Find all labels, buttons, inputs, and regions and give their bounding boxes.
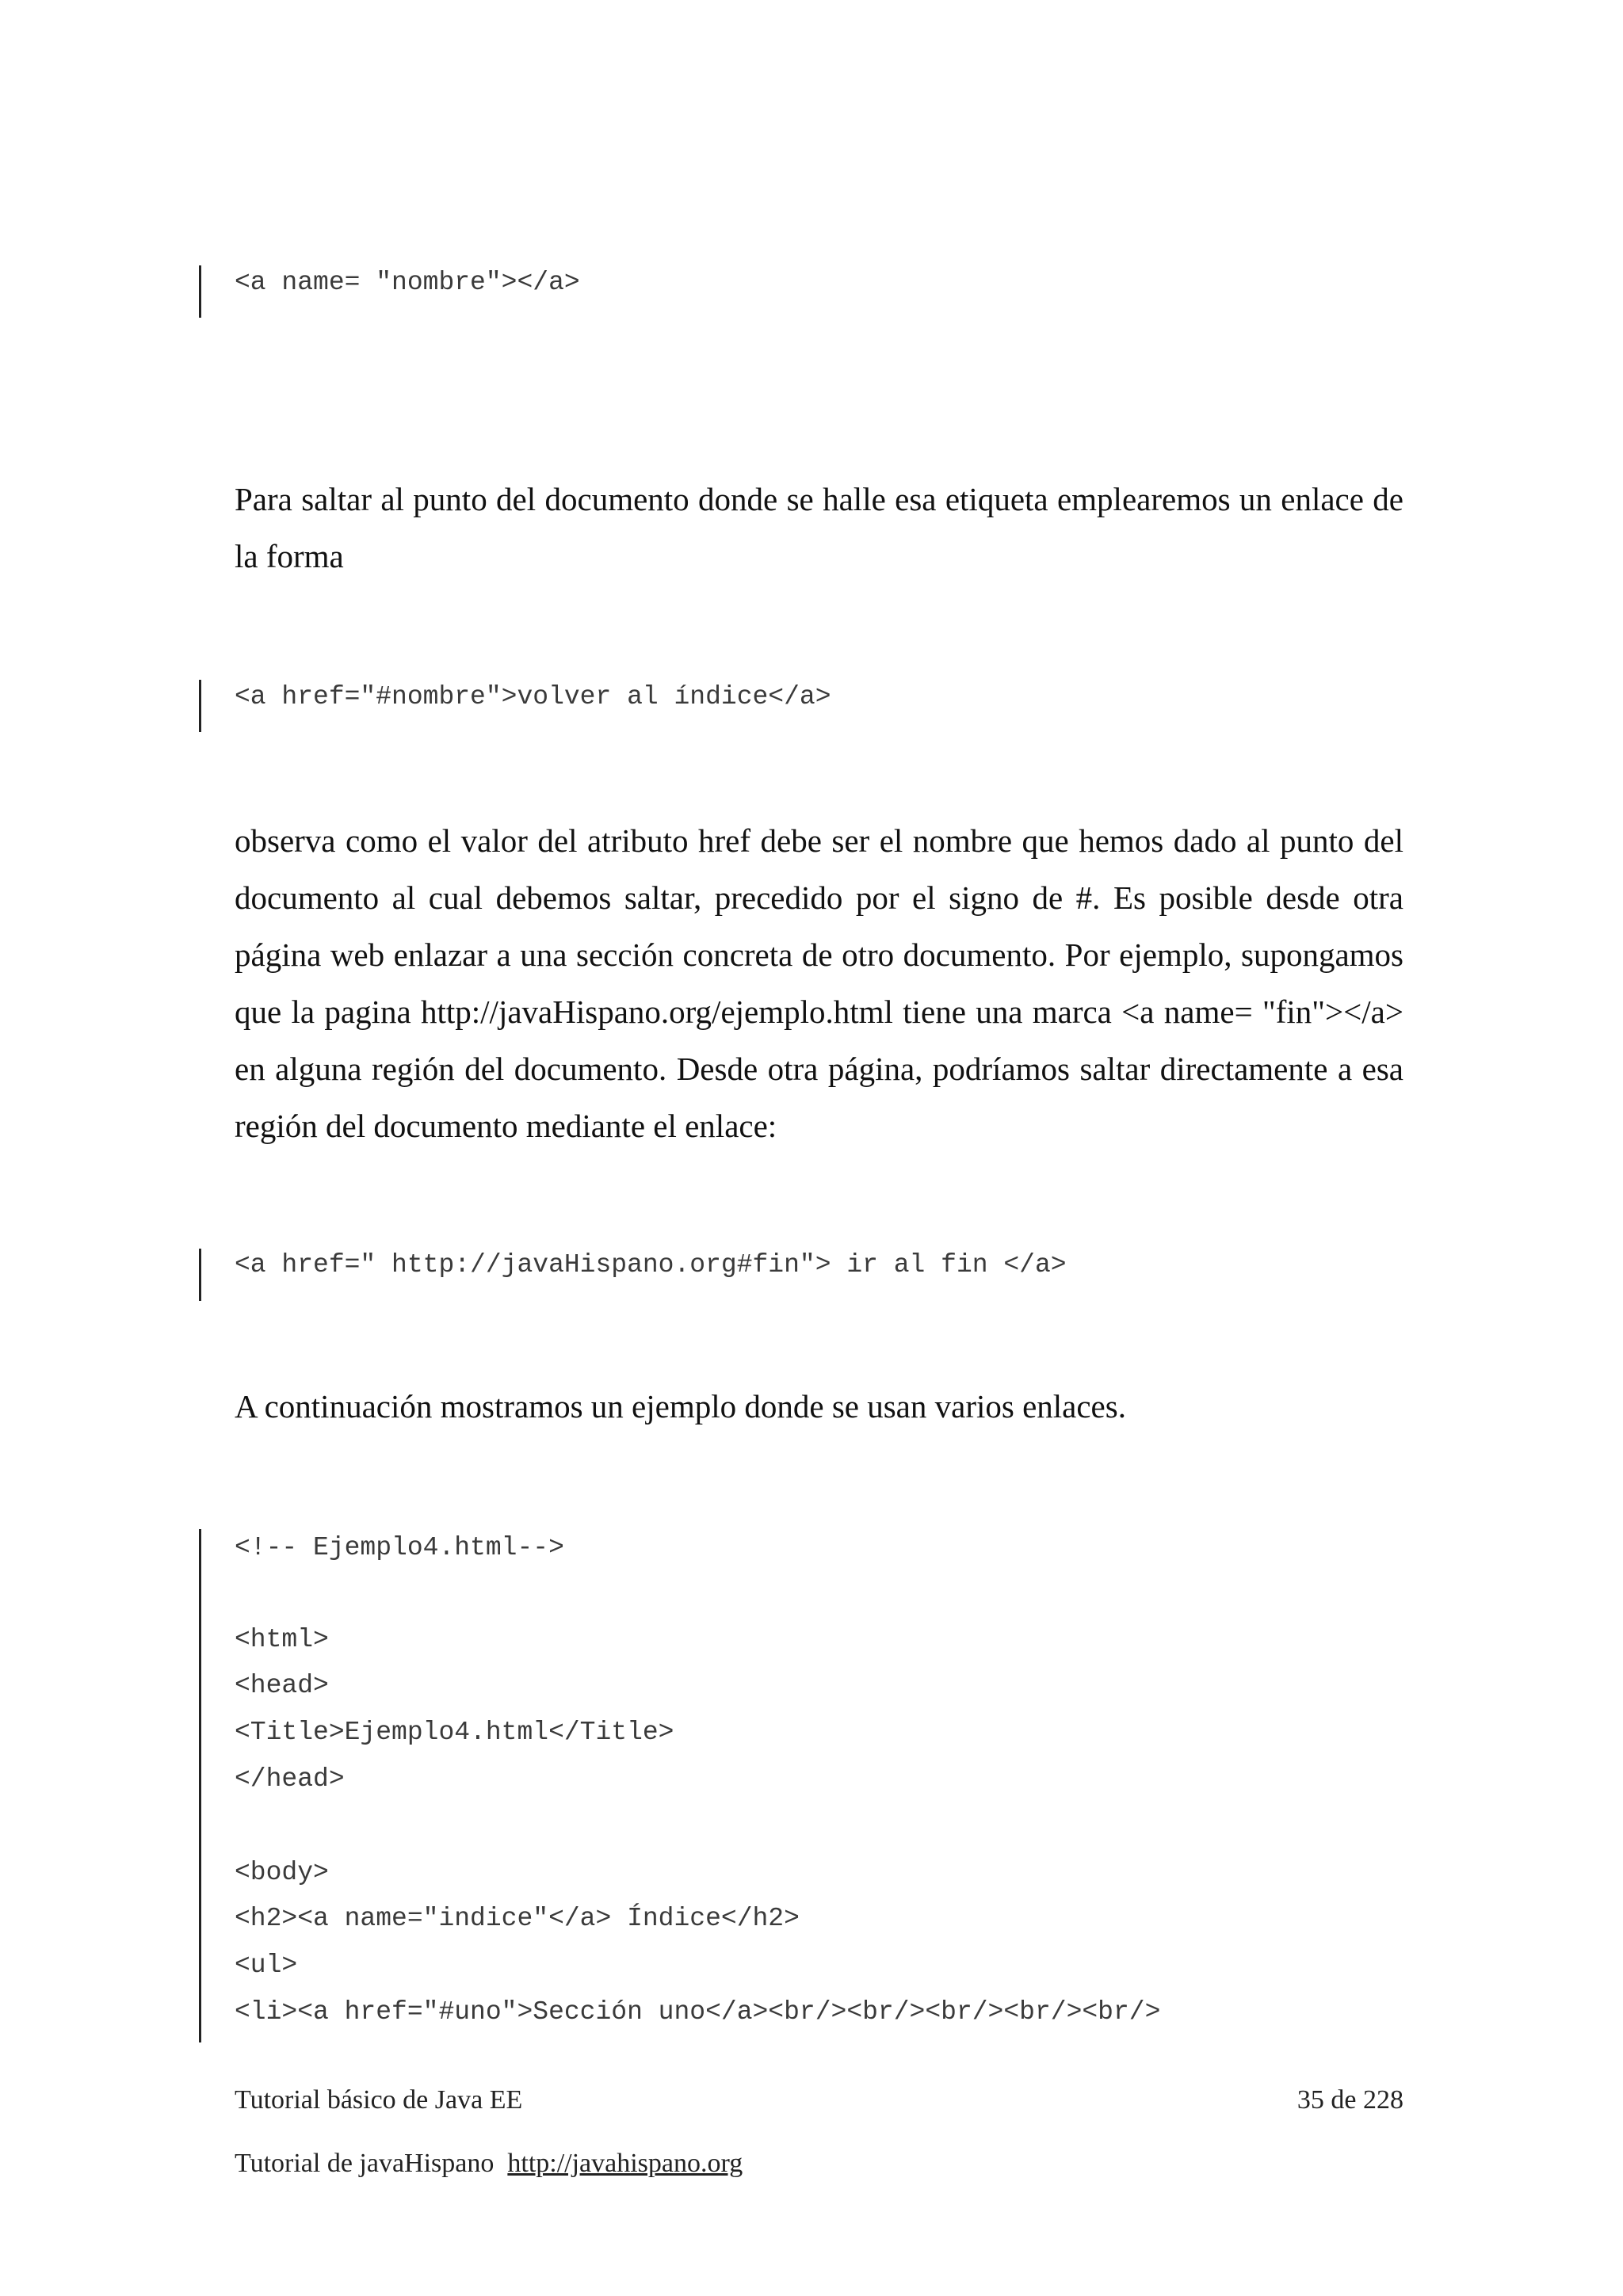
code-line: <ul> — [235, 1951, 298, 1980]
code-line: <li><a href="#uno">Sección uno</a><br/><br/><br/><br/><br/> — [235, 1997, 1161, 2027]
page-number: 35 — [1296, 2085, 1324, 2115]
page-total: 228 — [1363, 2085, 1403, 2115]
paragraph-explanation: observa como el valor del atributo href debe ser el nombre que hemos dado al punto del documento al cual debemos saltar, precedido por el signo de #. Es posible desde otra página web enlazar a una sección concreta de otro documento. Por ejemplo, supongamos que la pagina http://javaHispano.org/ejemplo.html tiene una marca <a name= "fin"></a> en alguna región del documento. Desde otra página, podríamos saltar directamente a esa región del documento mediante el enlace: — [235, 822, 1403, 1144]
code-snippet-anchor-name: <a name= "nombre"></a> — [235, 268, 580, 297]
footer-title: Tutorial básico de Java EE — [235, 2085, 523, 2115]
paragraph-example-intro: A continuación mostramos un ejemplo donde se usan varios enlaces. — [235, 1388, 1126, 1425]
code-line: </head> — [235, 1764, 345, 1794]
code-line: <body> — [235, 1858, 329, 1887]
code-margin-bar — [199, 1249, 201, 1301]
footer-page-count — [1297, 2085, 1403, 2115]
paragraph-intro: Para saltar al punto del documento donde se halle esa etiqueta emplearemos un enlace de la forma — [235, 481, 1403, 574]
code-line: <html> — [235, 1625, 329, 1654]
code-line: <head> — [235, 1671, 329, 1700]
code-margin-bar — [199, 680, 201, 732]
footer-credit: Tutorial de javaHispano — [235, 2149, 495, 2178]
code-line: <!-- Ejemplo4.html--> — [235, 1533, 564, 1562]
page-separator: de — [1331, 2085, 1357, 2115]
code-margin-bar — [199, 265, 201, 318]
footer-credit-line — [235, 2149, 743, 2179]
footer-link[interactable]: http://javahispano.org — [507, 2149, 743, 2178]
code-block-margin-bar — [199, 1529, 201, 2042]
code-line: <Title>Ejemplo4.html</Title> — [235, 1718, 674, 1747]
code-line: <h2><a name="indice"</a> Índice</h2> — [235, 1904, 800, 1933]
code-snippet-href-external: <a href=" http://javaHispano.org#fin"> ir al fin </a> — [235, 1250, 1067, 1280]
code-snippet-href-internal: <a href="#nombre">volver al índice</a> — [235, 682, 831, 711]
